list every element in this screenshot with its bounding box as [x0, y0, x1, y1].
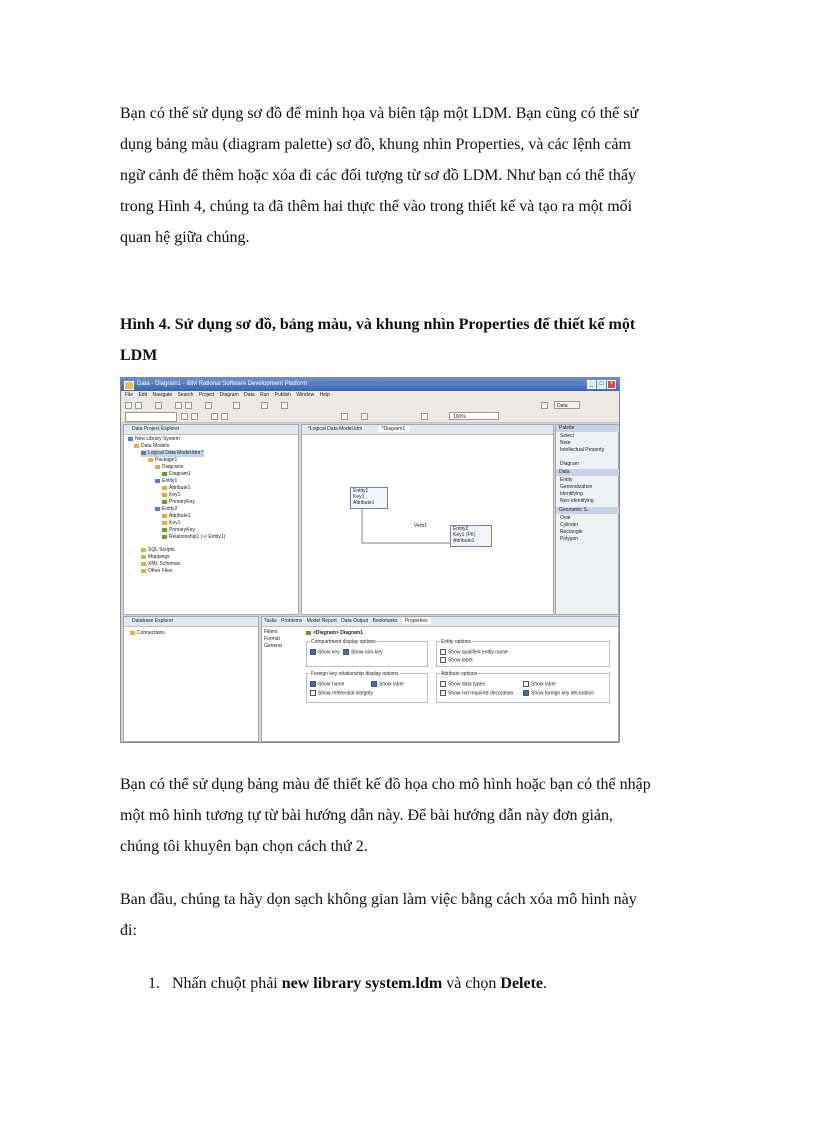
minimize-icon[interactable]: _	[587, 380, 596, 389]
menu-bar	[121, 391, 619, 400]
step-file-name: new library system.ldm	[281, 975, 443, 992]
align-icon[interactable]	[341, 413, 348, 420]
tree-item[interactable]: Diagrams	[155, 464, 183, 471]
show-data-types-checkbox[interactable]: Show data types	[440, 681, 485, 687]
intro-line: dụng bảng màu (diagram palette) sơ đồ, khung nhìn Properties, và các lệnh cảm	[120, 136, 631, 153]
folder-icon	[141, 562, 146, 566]
show-fk-decoration-checkbox[interactable]: Show foreign key decoration	[523, 690, 594, 696]
props-side-tabs	[264, 629, 298, 650]
folder-icon	[155, 465, 160, 469]
folder-icon	[141, 548, 146, 552]
show-qualified-name-checkbox[interactable]: Show qualified entity name	[440, 649, 508, 655]
diagram-icon	[162, 472, 167, 476]
palette-item[interactable]: Select	[560, 433, 574, 439]
connections-node[interactable]: Connections	[130, 630, 165, 636]
folder-icon	[141, 569, 146, 573]
intro-line: trong Hình 4, chúng ta đã thêm hai thực thể vào trong thiết kế và tạo ra một mối	[120, 198, 633, 215]
entity2-name: Entity2	[453, 526, 469, 532]
relationship-icon	[162, 535, 167, 539]
cut-icon[interactable]	[175, 402, 182, 409]
tree-item[interactable]: Relationship1 (-> Entity1)	[162, 534, 225, 541]
step-action: Delete	[500, 975, 544, 992]
menu-edit[interactable]: Edit	[138, 392, 148, 398]
attribute-icon	[162, 486, 167, 490]
connections-icon	[130, 631, 135, 635]
italic-icon[interactable]	[191, 413, 198, 420]
toolbar-diagram	[121, 411, 619, 423]
step-number: 1.	[148, 975, 160, 992]
tree-item[interactable]: Data Models	[134, 443, 169, 450]
tab-bookmarks[interactable]: Bookmarks	[372, 618, 398, 624]
tree-item[interactable]: Mappings	[141, 554, 170, 561]
step-text-pre: Nhấn chuột phải	[172, 975, 282, 992]
palette-item[interactable]: Oval	[560, 515, 571, 521]
model-icon	[141, 451, 146, 455]
save-icon[interactable]	[135, 402, 142, 409]
show-fk-name-checkbox[interactable]: Show name	[310, 681, 344, 687]
font-select[interactable]	[125, 412, 177, 422]
tree-item[interactable]: Entity1	[155, 478, 177, 485]
entity2-key: Key1 (FK)	[453, 532, 476, 538]
show-nonkey-checkbox[interactable]: Show non-key	[343, 649, 383, 655]
entity1-name: Entity1	[353, 488, 369, 494]
palette-drawer-data[interactable]: Data	[556, 469, 620, 476]
editor-tab-diagram[interactable]: *Diagram1	[378, 426, 410, 432]
menu-window[interactable]: Window	[296, 392, 315, 398]
palette-drawer-geometric[interactable]: Geometric S...	[556, 507, 620, 514]
group-entity-options: Entity options Show qualified entity name Show label	[436, 641, 610, 667]
search-icon[interactable]	[261, 402, 268, 409]
app-icon	[124, 381, 134, 390]
menu-project[interactable]: Project	[198, 392, 215, 398]
props-side-filters[interactable]: Filters	[264, 629, 298, 636]
project-explorer-pane	[123, 424, 299, 615]
close-icon[interactable]: ×	[607, 380, 616, 389]
tab-model-report[interactable]: Model Report	[306, 618, 337, 624]
intro-line: quan hệ giữa chúng.	[120, 229, 250, 246]
entity1-attr: Attribute1	[353, 500, 375, 506]
fill-color-icon[interactable]	[211, 413, 218, 420]
project-explorer-tab[interactable]: Data Project Explorer	[124, 425, 298, 435]
figure-screenshot	[120, 377, 620, 743]
menu-file[interactable]: File	[125, 392, 134, 398]
print-icon[interactable]	[155, 402, 162, 409]
menu-navigate[interactable]: Navigate	[152, 392, 173, 398]
editor-tab-model[interactable]: *Logical Data Model.ldm	[308, 426, 363, 432]
diagram-editor-pane	[301, 424, 554, 615]
package-icon	[148, 458, 153, 462]
bold-icon[interactable]	[181, 413, 188, 420]
database-explorer-pane	[123, 616, 259, 742]
tree-item[interactable]: Key1	[162, 520, 180, 527]
props-header: <Diagram> Diagram1	[306, 630, 363, 636]
folder-icon	[141, 555, 146, 559]
entity-icon	[155, 507, 160, 511]
tree-item[interactable]: New Library System	[128, 436, 180, 443]
tree-item[interactable]: Diagram1	[162, 471, 191, 478]
intro-line: ngữ cảnh để thêm hoặc xóa đi các đối tượng từ sơ đồ LDM. Như bạn có thể thấy	[120, 167, 636, 184]
props-side-general[interactable]: General	[264, 643, 282, 649]
folder-icon	[134, 444, 139, 448]
tree-item[interactable]: Key1	[162, 492, 180, 499]
delete-icon[interactable]	[421, 413, 428, 420]
palette-item[interactable]: Entity	[560, 477, 573, 483]
tab-tasks[interactable]: Tasks	[264, 618, 277, 624]
palette-item[interactable]: Note	[560, 440, 571, 446]
group-fk-display: Foreign key relationship display options Show name Show label Show referential integrity	[306, 673, 428, 703]
props-side-format[interactable]: Format	[264, 636, 280, 642]
entity1-key: Key1	[353, 494, 365, 500]
paragraph-3	[120, 884, 710, 946]
primary-key-icon	[162, 500, 167, 504]
para2-line: Bạn có thể sử dụng bảng màu để thiết kế đồ họa cho mô hình hoặc bạn có thể nhập	[120, 776, 651, 793]
palette-item[interactable]: Identifying	[560, 491, 583, 497]
palette-pane	[555, 424, 619, 615]
para2-line: một mô hình tương tự từ bài hướng dẫn này. Để bài hướng dẫn này đơn giản,	[120, 807, 613, 824]
copy-icon[interactable]	[185, 402, 192, 409]
new-icon[interactable]	[125, 402, 132, 409]
primary-key-icon	[162, 528, 167, 532]
key-icon	[162, 521, 167, 525]
tree-item[interactable]: Attribute1	[162, 485, 190, 492]
relationship-line[interactable]	[302, 425, 555, 616]
debug-icon[interactable]	[233, 402, 240, 409]
group-compartment: Compartment display options Show key Show non-key	[306, 641, 428, 667]
tree-item[interactable]: Entity2	[155, 506, 177, 513]
caption-line: LDM	[120, 347, 158, 364]
palette-item[interactable]: Non-Identifying	[560, 498, 594, 504]
palette-item[interactable]: Diagram	[560, 461, 579, 467]
figure-caption	[120, 309, 710, 371]
tab-problems[interactable]: Problems	[281, 618, 303, 624]
window-titlebar	[121, 378, 619, 391]
tree-item[interactable]: PrimaryKey	[162, 527, 195, 534]
tree-item[interactable]: Package1	[148, 457, 177, 464]
maximize-icon[interactable]: □	[597, 380, 606, 389]
para3-line: đi:	[120, 922, 137, 939]
show-entity-label-checkbox[interactable]: Show label	[440, 657, 472, 663]
menu-run[interactable]: Run	[260, 392, 270, 398]
database-explorer-tab[interactable]: Database Explorer	[124, 617, 258, 627]
tab-properties[interactable]: Properties	[402, 618, 431, 624]
menu-search[interactable]: Search	[177, 392, 194, 398]
menu-publish[interactable]: Publish	[274, 392, 292, 398]
attribute-icon	[162, 514, 167, 518]
tree-item[interactable]: SQL Scripts	[141, 547, 175, 554]
intro-paragraph	[120, 98, 710, 253]
tree-item[interactable]: Logical Data Model.ldm *	[141, 450, 204, 457]
relationship-label: Verb1	[414, 523, 428, 529]
nav-back-icon[interactable]	[281, 402, 288, 409]
show-fk-label-checkbox[interactable]: Show label	[371, 681, 403, 687]
para2-line: chúng tôi khuyên bạn chọn cách thứ 2.	[120, 838, 368, 855]
step-text-mid: và chọn	[442, 975, 501, 992]
tree-item[interactable]: PrimaryKey	[162, 499, 195, 506]
caption-line: Hình 4. Sử dụng sơ đồ, bảng màu, và khung nhìn Properties để thiết kế một	[120, 316, 636, 333]
menu-diagram[interactable]: Diagram	[219, 392, 239, 398]
step-1	[148, 970, 547, 998]
entity2-attr: Attribute1	[453, 538, 475, 544]
group-attribute-options: Attribute options Show data types Show label Show not required decoration Show foreign key decoration	[436, 673, 610, 703]
palette-item[interactable]: Intellectual Property	[560, 447, 605, 453]
zoom-select[interactable]: 100%	[449, 412, 499, 420]
window-title: Data - Diagram1 - IBM Rational Software Development Platform	[137, 381, 308, 387]
palette-title: Palette	[556, 425, 620, 432]
show-key-checkbox[interactable]: Show key	[310, 649, 340, 655]
intro-line: Bạn có thể sử dụng sơ đồ để minh họa và biên tập một LDM. Bạn cũng có thể sử	[120, 105, 639, 122]
palette-item[interactable]: Polygon	[560, 536, 579, 542]
open-perspective-icon[interactable]	[541, 402, 548, 409]
perspective-button[interactable]: Data	[554, 401, 580, 409]
show-not-required-checkbox[interactable]: Show not required decoration	[440, 690, 513, 696]
tree-item[interactable]: Other Files	[141, 568, 172, 575]
para3-line: Ban đầu, chúng ta hãy dọn sạch không gian làm việc bằng cách xóa mô hình này	[120, 891, 637, 908]
line-color-icon[interactable]	[221, 413, 228, 420]
menu-help[interactable]: Help	[319, 392, 330, 398]
menu-data[interactable]: Data	[244, 392, 255, 398]
show-ref-integrity-checkbox[interactable]: Show referential integrity	[310, 690, 373, 696]
diagram-icon	[306, 631, 311, 635]
key-icon	[162, 493, 167, 497]
step-text-post: .	[543, 975, 548, 992]
show-attr-label-checkbox[interactable]: Show label	[523, 681, 555, 687]
properties-pane	[261, 616, 619, 742]
tab-data-output[interactable]: Data Output	[341, 618, 369, 624]
palette-item[interactable]: Cylinder	[560, 522, 579, 528]
tree-item[interactable]: XML Schemas	[141, 561, 180, 568]
tree-item[interactable]: Attribute1	[162, 513, 190, 520]
bottom-tab-bar	[262, 617, 618, 627]
paragraph-2	[120, 769, 710, 862]
entity-icon	[155, 479, 160, 483]
project-icon	[128, 437, 133, 441]
palette-item[interactable]: Generalization	[560, 484, 593, 490]
palette-item[interactable]: Rectangle	[560, 529, 583, 535]
run-icon[interactable]	[205, 402, 212, 409]
arrange-icon[interactable]	[361, 413, 368, 420]
